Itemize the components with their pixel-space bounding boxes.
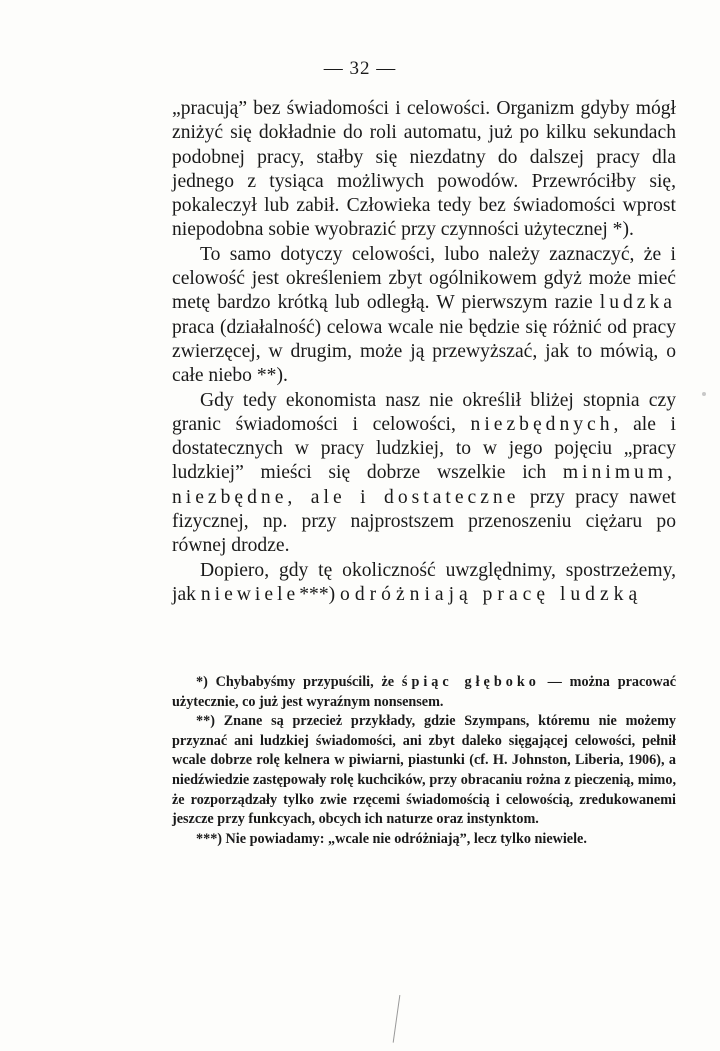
footnotes (172, 673, 676, 849)
footnote-1-part-a: *) Chybabyśmy przypuścili, że (196, 674, 402, 690)
spaced-word-ludzka: ludzka (599, 292, 676, 314)
paragraph-2-part-c: praca (działalność) celowa wcale nie będzie się różnić od pracy zwierzęcej, w drugim, może ją przewyższać, jak to mówią, o całe niebo **). (172, 316, 676, 387)
spaced-word-niewiele: niewiele (200, 583, 300, 605)
footnote-3: ***) Nie powiadamy: „wcale nie odróżniają”, lecz tylko niewiele. (196, 830, 587, 847)
spaced-phrase-odrozniaja: odróżniają pracę ludzką (340, 583, 643, 605)
spaced-phrase-spiac: śpiąc głęboko (401, 674, 540, 690)
paragraph-3 (172, 389, 676, 559)
paragraph-1: „pracują” bez świadomości i celowości. Organizm gdyby mógł zniżyć się dokładnie do roli automatu, już po kilku sekundach podobnej pracy, stałby się niezdatny do dalszej pracy dla jednego z tysiąca możliwych powodów. Przewróciłby się, pokaleczył lub zabił. Człowieka tedy bez świadomości wprost niepodobna sobie wyobrazić przy czynności użytecznej *). (172, 98, 676, 241)
paragraph-2 (172, 243, 676, 389)
paper-speck (702, 392, 706, 396)
footnote-marker: ***) (299, 583, 341, 605)
spaced-word-niezbednych: niezbędnych (470, 413, 614, 435)
page-number: — 32 — (323, 58, 397, 79)
spaced-phrase-minimum: minimum, niezbędne, ale i dostateczne (172, 462, 676, 508)
paragraph-3-part-e: przy pracy nawet fizycznej, np. przy najprostszem przenoszeniu ciężaru po równej drodze. (172, 486, 676, 557)
footnote-1-part-c: — można pracować użytecznie, co już jest wyraźnym nonsensem. (172, 674, 676, 710)
paragraph-4 (172, 559, 676, 608)
stray-pencil-mark (393, 995, 403, 1043)
footnote-1 (172, 673, 676, 712)
paragraph-3-part-c: , ale i dostatecznych w pracy ludzkiej, to w jego pojęciu „pracy ludzkiej” mieści się dobrze wszelkie ich (172, 413, 676, 484)
paragraph-4-part-a: Dopiero, gdy tę okoliczność uwzględnimy, spostrzeżemy, jak (172, 559, 676, 605)
paragraph-3-part-a: Gdy tedy ekonomista nasz nie określił bliżej stopnia czy granic świadomości i celowości, (172, 389, 676, 435)
main-text (172, 97, 676, 607)
paragraph-2-part-a: To samo dotyczy celowości, lubo należy zaznaczyć, że i celowość jest określeniem zbyt ogólnikowem gdyż może mieć metę bardzo krótką lub odległą. W pierwszym razie (172, 243, 676, 314)
footnote-2: **) Znane są przecież przykłady, gdzie Szympans, któremu nie możemy przyznać ani ludzkiej świadomości, ani zbyt daleko sięgającej celowości, pełnił wcale dobrze rolę kelnera w piwiarni, piastunki (cf. H. Johnston, Liberia, 1906), a niedźwiedzie zastępowały rolę kuchcików, przy obracaniu rożna z pieczenią, mimo, że rozporządzały tylko zwie rzęcemi świadomością i celowością, zredukowanemi jeszcze przy funkcyach, obcych ich naturze oraz instynktom. (172, 713, 676, 828)
